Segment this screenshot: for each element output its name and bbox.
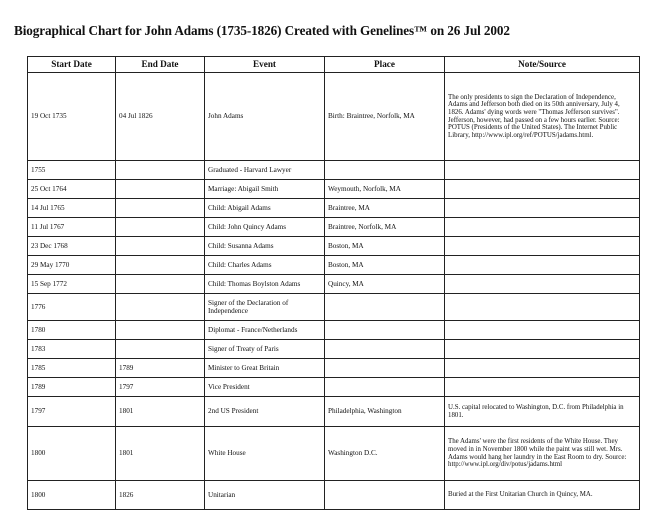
event-cell: Signer of the Declaration of Independence — [205, 294, 325, 321]
event-cell: John Adams — [205, 73, 325, 161]
start-date-cell: 1800 — [28, 427, 116, 481]
note-cell — [445, 340, 640, 359]
end-date-cell — [116, 161, 205, 180]
place-cell — [325, 321, 445, 340]
note-cell — [445, 199, 640, 218]
end-date-cell — [116, 237, 205, 256]
table-row — [28, 256, 640, 275]
table-row — [28, 340, 640, 359]
table-row — [28, 199, 640, 218]
place-cell — [325, 161, 445, 180]
end-date-cell: 1797 — [116, 378, 205, 397]
event-cell: Child: Thomas Boylston Adams — [205, 275, 325, 294]
table-row — [28, 218, 640, 237]
event-cell: 2nd US President — [205, 397, 325, 427]
end-date-cell — [116, 199, 205, 218]
end-date-cell: 04 Jul 1826 — [116, 73, 205, 161]
place-cell: Boston, MA — [325, 256, 445, 275]
event-cell: Graduated - Harvard Lawyer — [205, 161, 325, 180]
start-date-cell: 29 May 1770 — [28, 256, 116, 275]
event-cell: Unitarian — [205, 481, 325, 510]
start-date-cell: 1797 — [28, 397, 116, 427]
place-cell: Birth: Braintree, Norfolk, MA — [325, 73, 445, 161]
start-date-cell: 1789 — [28, 378, 116, 397]
table-row — [28, 180, 640, 199]
event-cell: Signer of Treaty of Paris — [205, 340, 325, 359]
note-cell — [445, 378, 640, 397]
note-cell — [445, 161, 640, 180]
event-cell: White House — [205, 427, 325, 481]
event-cell: Vice President — [205, 378, 325, 397]
start-date-cell: 1755 — [28, 161, 116, 180]
note-cell: U.S. capital relocated to Washington, D.C. from Philadelphia in 1801. — [445, 397, 640, 427]
table-body — [28, 73, 640, 510]
place-cell — [325, 359, 445, 378]
event-cell: Child: Susanna Adams — [205, 237, 325, 256]
header-place: Place — [325, 57, 445, 73]
start-date-cell: 25 Oct 1764 — [28, 180, 116, 199]
event-cell: Child: John Quincy Adams — [205, 218, 325, 237]
end-date-cell — [116, 256, 205, 275]
note-cell — [445, 275, 640, 294]
end-date-cell — [116, 275, 205, 294]
end-date-cell — [116, 294, 205, 321]
start-date-cell: 14 Jul 1765 — [28, 199, 116, 218]
end-date-cell: 1801 — [116, 427, 205, 481]
place-cell — [325, 378, 445, 397]
header-end-date: End Date — [116, 57, 205, 73]
end-date-cell: 1789 — [116, 359, 205, 378]
start-date-cell: 11 Jul 1767 — [28, 218, 116, 237]
table-row — [28, 275, 640, 294]
end-date-cell — [116, 180, 205, 199]
place-cell: Braintree, Norfolk, MA — [325, 218, 445, 237]
note-cell — [445, 218, 640, 237]
note-cell — [445, 237, 640, 256]
note-cell — [445, 180, 640, 199]
note-cell — [445, 359, 640, 378]
table-row — [28, 397, 640, 427]
note-cell: Buried at the First Unitarian Church in Quincy, MA. — [445, 481, 640, 510]
start-date-cell: 23 Dec 1768 — [28, 237, 116, 256]
start-date-cell: 1780 — [28, 321, 116, 340]
table-row — [28, 161, 640, 180]
header-start-date: Start Date — [28, 57, 116, 73]
header-row — [28, 57, 640, 73]
note-cell — [445, 256, 640, 275]
event-cell: Diplomat - France/Netherlands — [205, 321, 325, 340]
event-cell: Child: Abigail Adams — [205, 199, 325, 218]
table-row — [28, 359, 640, 378]
end-date-cell: 1801 — [116, 397, 205, 427]
table-row — [28, 237, 640, 256]
place-cell — [325, 481, 445, 510]
note-cell: The Adams' were the first residents of the White House. They moved in in November 1800 while the paint was still wet. Mrs. Adams would hang her laundry in the East Room to dry. Source: http://www.ipl.org/div/potus/jadams.html — [445, 427, 640, 481]
start-date-cell: 1785 — [28, 359, 116, 378]
table-row — [28, 294, 640, 321]
start-date-cell: 1783 — [28, 340, 116, 359]
header-event: Event — [205, 57, 325, 73]
event-cell: Minister to Great Britain — [205, 359, 325, 378]
place-cell — [325, 340, 445, 359]
biographical-chart-table — [27, 56, 640, 510]
end-date-cell — [116, 218, 205, 237]
table-row — [28, 73, 640, 161]
place-cell — [325, 294, 445, 321]
table-row — [28, 321, 640, 340]
start-date-cell: 15 Sep 1772 — [28, 275, 116, 294]
table-row — [28, 427, 640, 481]
end-date-cell: 1826 — [116, 481, 205, 510]
note-cell — [445, 321, 640, 340]
place-cell: Philadelphia, Washington — [325, 397, 445, 427]
page-title: Biographical Chart for John Adams (1735-1826) Created with Genelines™ on 26 Jul 2002 — [14, 23, 510, 38]
event-cell: Child: Charles Adams — [205, 256, 325, 275]
start-date-cell: 1776 — [28, 294, 116, 321]
end-date-cell — [116, 340, 205, 359]
place-cell: Quincy, MA — [325, 275, 445, 294]
place-cell: Boston, MA — [325, 237, 445, 256]
note-cell: The only presidents to sign the Declaration of Independence, Adams and Jefferson both died on its 50th anniversary, July 4, 1826. Adams' dying words were "Thomas Jefferson survives". Jefferson, however, had passed on a few hours earlier. Source: POTUS (Presidents of the United States). The Internet Public Library, http://www.ipl.org/ref/POTUS/jadams.html. — [445, 73, 640, 161]
event-cell: Marriage: Abigail Smith — [205, 180, 325, 199]
place-cell: Washington D.C. — [325, 427, 445, 481]
table-row — [28, 378, 640, 397]
end-date-cell — [116, 321, 205, 340]
header-note-source: Note/Source — [445, 57, 640, 73]
table-row — [28, 481, 640, 510]
place-cell: Weymouth, Norfolk, MA — [325, 180, 445, 199]
place-cell: Braintree, MA — [325, 199, 445, 218]
note-cell — [445, 294, 640, 321]
start-date-cell: 19 Oct 1735 — [28, 73, 116, 161]
start-date-cell: 1800 — [28, 481, 116, 510]
